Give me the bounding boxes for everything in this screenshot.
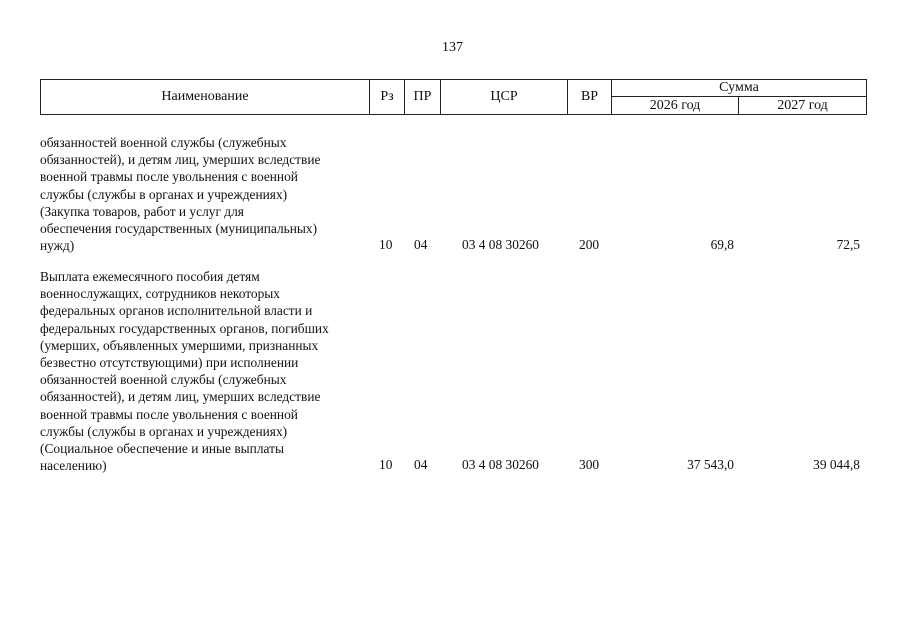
name-line: Выплата ежемесячного пособия детям xyxy=(40,269,260,284)
row-name xyxy=(40,268,370,474)
header-csr: ЦСР xyxy=(441,79,568,115)
name-line: обязанностей военной службы (служебных xyxy=(40,135,287,150)
name-line: службы (службы в органах и учреждениях) xyxy=(40,423,288,439)
name-line: обязанностей), и детям лиц, умерших вследствие xyxy=(40,389,321,405)
row-pr: 04 xyxy=(414,457,428,472)
row-csr: 03 4 08 30260 xyxy=(462,237,539,252)
row-sum-2026: 37 543,0 xyxy=(687,457,734,472)
header-year-2027: 2027 год xyxy=(739,97,867,115)
name-line: населению) xyxy=(40,458,107,474)
name-line: (умерших, объявленных умершими, признанных xyxy=(40,337,319,353)
name-line: обязанностей военной службы (служебных xyxy=(40,372,287,388)
header-name: Наименование xyxy=(40,79,370,115)
row-name xyxy=(40,134,370,254)
row-csr: 03 4 08 30260 xyxy=(462,457,539,472)
table-header xyxy=(40,79,867,115)
row-pr: 04 xyxy=(414,237,428,252)
name-line: военнослужащих, сотрудников некоторых xyxy=(40,286,280,302)
name-line: нужд) xyxy=(40,238,75,254)
row-rz: 10 xyxy=(379,457,393,472)
name-line: обеспечения государственных (муниципальных) xyxy=(40,221,318,237)
header-vr: ВР xyxy=(568,79,612,115)
row-sum-2027: 72,5 xyxy=(836,237,860,252)
name-line: военной травмы после увольнения с военной xyxy=(40,406,298,422)
header-rz: Рз xyxy=(370,79,405,115)
name-line: (Закупка товаров, работ и услуг для xyxy=(40,203,244,219)
header-year-2026: 2026 год xyxy=(612,97,739,115)
row-rz: 10 xyxy=(379,237,393,252)
name-line: обязанностей), и детям лиц, умерших вследствие xyxy=(40,152,321,168)
header-pr: ПР xyxy=(405,79,441,115)
row-sum-2026: 69,8 xyxy=(710,237,734,252)
row-sum-2027: 39 044,8 xyxy=(813,457,860,472)
page-number: 137 xyxy=(442,40,463,55)
name-line: федеральных органов исполнительной власти и xyxy=(40,303,313,319)
row-vr: 300 xyxy=(579,457,600,472)
name-line: безвестно отсутствующими) при исполнении xyxy=(40,355,299,371)
name-line: службы (службы в органах и учреждениях) xyxy=(40,186,288,202)
name-line: военной травмы после увольнения с военной xyxy=(40,169,298,185)
name-line: федеральных государственных органов, погибших xyxy=(40,320,329,336)
header-sum: Сумма xyxy=(612,79,867,97)
row-vr: 200 xyxy=(579,237,600,252)
name-line: (Социальное обеспечение и иные выплаты xyxy=(40,441,284,457)
